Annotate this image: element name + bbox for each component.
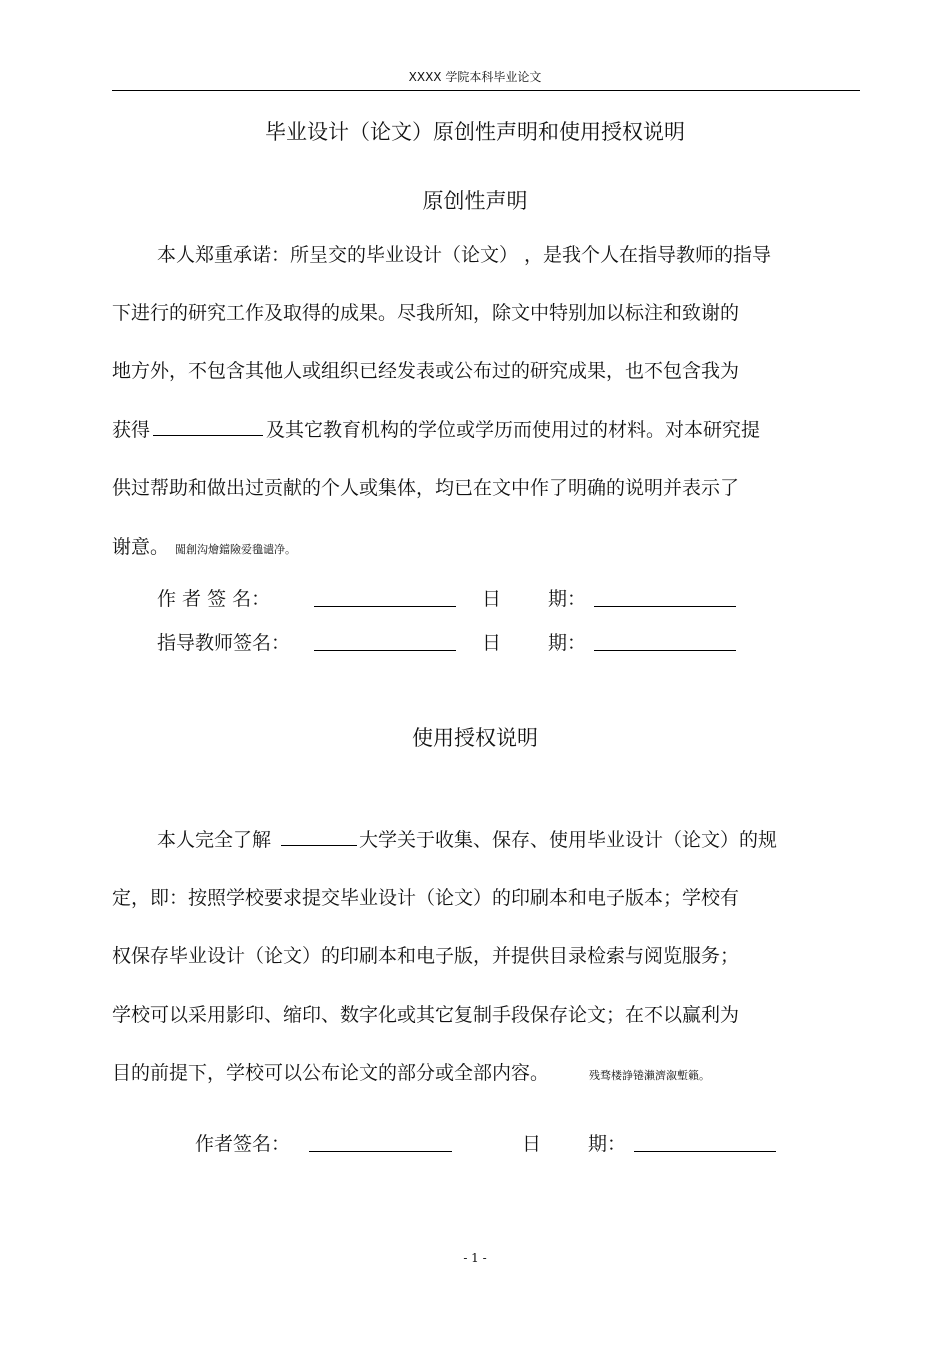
originality-line-5: 供过帮助和做出过贡献的个人或集体，均已在文中作了明确的说明并表示了 — [112, 477, 740, 499]
authorization-date-char-1: 日 — [522, 1133, 542, 1155]
advisor-date-label-char-2: 期： — [548, 632, 587, 654]
authorization-line-1-post: 大学关于收集、保存、使用毕业设计（论文）的规 — [359, 829, 778, 851]
originality-line-6-text: 谢意。 — [112, 536, 170, 558]
originality-line-4 — [112, 415, 760, 442]
advisor-date-line — [594, 650, 736, 651]
advisor-signature-line — [314, 650, 456, 651]
author-signature-line — [314, 606, 456, 607]
author-signature-label: 作 者 签 名： — [157, 588, 271, 610]
authorization-line-1 — [157, 825, 777, 852]
originality-line-4-pre: 获得 — [112, 419, 151, 441]
originality-line-3: 地方外，不包含其他人或组织已经发表或公布过的研究成果，也不包含我为 — [112, 360, 740, 382]
originality-line-1: 本人郑重承诺：所呈交的毕业设计（论文） ，是我个人在指导教师的指导 — [157, 244, 772, 266]
authorization-date-char-2: 期： — [588, 1133, 627, 1155]
header-rule — [112, 90, 860, 91]
authorization-garbled-note: 残骛楼諍锩瀨濟溆塹籟。 — [589, 1069, 711, 1082]
authorization-line-1-pre: 本人完全了解 — [157, 829, 272, 851]
originality-garbled-note: 闖創沟燴鐺險爱氇谴净。 — [175, 543, 297, 556]
originality-line-6 — [112, 532, 296, 559]
authorization-line-4: 学校可以采用影印、缩印、数字化或其它复制手段保存论文；在不以赢利为 — [112, 1004, 740, 1026]
university-blank — [281, 828, 357, 846]
authorization-date-line — [634, 1151, 776, 1152]
document-title: 毕业设计（论文）原创性声明和使用授权说明 — [265, 120, 685, 144]
authorization-heading: 使用授权说明 — [412, 726, 538, 750]
page-number: - 1 - — [463, 1251, 487, 1265]
author-date-line — [594, 606, 736, 607]
institution-blank — [153, 418, 263, 436]
authorization-line-2: 定，即：按照学校要求提交毕业设计（论文）的印刷本和电子版本；学校有 — [112, 887, 740, 909]
date-label-char-1: 日 — [482, 588, 502, 610]
authorization-author-line — [309, 1151, 452, 1152]
page-header: XXXX 学院本科毕业论文 — [408, 70, 542, 84]
originality-heading: 原创性声明 — [422, 189, 528, 213]
date-label-char-2: 期： — [548, 588, 587, 610]
authorization-line-5 — [112, 1058, 710, 1085]
advisor-date-label-char-1: 日 — [482, 632, 502, 654]
originality-line-2: 下进行的研究工作及取得的成果。尽我所知，除文中特别加以标注和致谢的 — [112, 302, 740, 324]
authorization-line-3: 权保存毕业设计（论文）的印刷本和电子版，并提供目录检索与阅览服务； — [112, 945, 740, 967]
advisor-signature-label: 指导教师签名： — [157, 632, 291, 654]
originality-line-4-post: 及其它教育机构的学位或学历而使用过的材料。对本研究提 — [266, 419, 761, 441]
authorization-author-label: 作者签名： — [195, 1133, 291, 1155]
authorization-line-5-text: 目的前提下，学校可以公布论文的部分或全部内容。 — [112, 1062, 550, 1084]
